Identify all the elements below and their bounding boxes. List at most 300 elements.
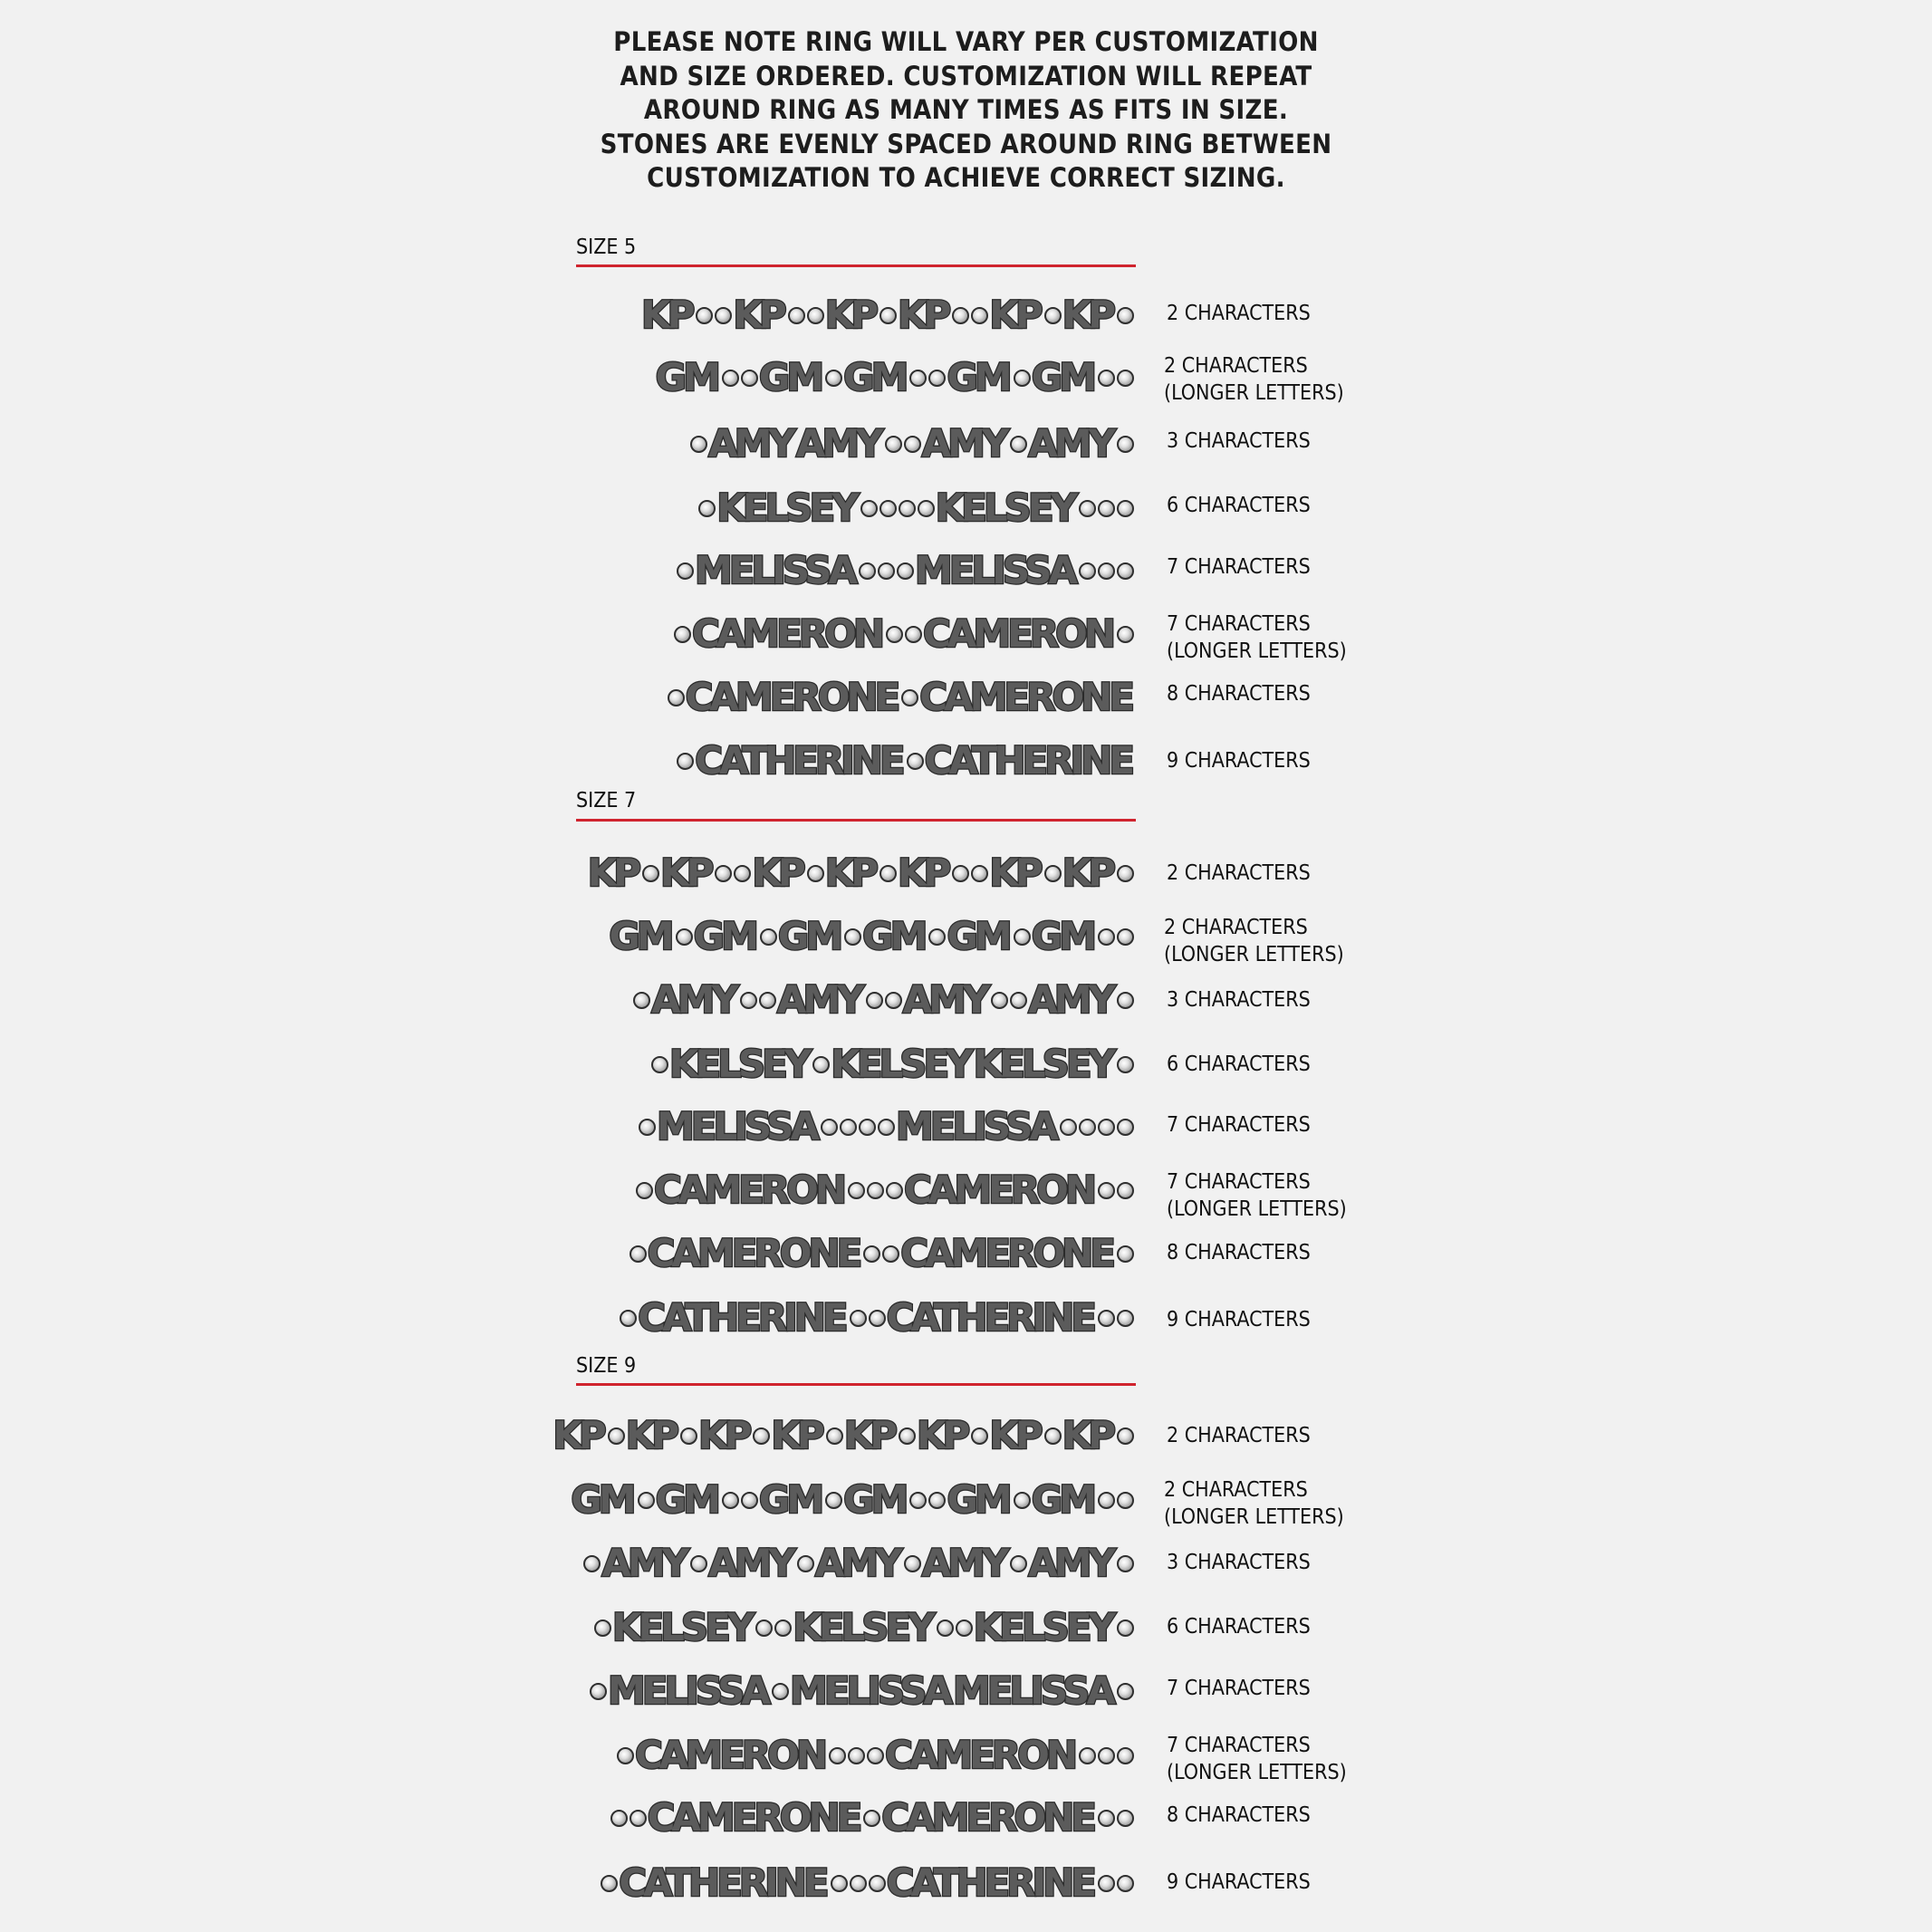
round-stone-icon bbox=[1044, 865, 1062, 882]
ring-row bbox=[0, 914, 1932, 966]
row-label bbox=[1167, 747, 1311, 774]
round-stone-icon bbox=[901, 689, 918, 706]
round-stone-icon bbox=[1098, 1747, 1115, 1764]
row-label bbox=[1167, 1168, 1347, 1223]
round-stone-icon bbox=[1117, 1056, 1134, 1073]
engraved-name: GM bbox=[947, 355, 1009, 399]
round-stone-icon bbox=[741, 1492, 758, 1509]
round-stone-icon bbox=[1014, 928, 1031, 946]
ring-row bbox=[0, 1044, 1932, 1090]
round-stone-icon bbox=[1098, 500, 1115, 517]
character-count: 2 CHARACTERS bbox=[1164, 354, 1308, 378]
ring-preview bbox=[587, 851, 1135, 895]
row-label bbox=[1167, 1306, 1311, 1333]
round-stone-icon bbox=[1098, 370, 1115, 387]
engraved-name: CAMERONE bbox=[900, 1231, 1112, 1275]
round-stone-icon bbox=[753, 1427, 770, 1445]
engraved-name: KP bbox=[1062, 1413, 1112, 1457]
round-stone-icon bbox=[1117, 1182, 1134, 1199]
round-stone-icon bbox=[952, 307, 969, 324]
engraved-name: CAMERONE bbox=[647, 1231, 860, 1275]
round-stone-icon bbox=[1079, 562, 1096, 580]
round-stone-icon bbox=[1098, 1182, 1115, 1199]
engraved-name: GM bbox=[758, 355, 822, 399]
engraved-name: CATHERINE bbox=[695, 738, 902, 783]
round-stone-icon bbox=[878, 1119, 895, 1136]
engraved-name: AMY bbox=[776, 977, 861, 1022]
row-label bbox=[1167, 1422, 1311, 1449]
round-stone-icon bbox=[1010, 992, 1027, 1009]
round-stone-icon bbox=[850, 1875, 867, 1892]
section-divider bbox=[576, 819, 1136, 822]
round-stone-icon bbox=[636, 1182, 653, 1199]
round-stone-icon bbox=[677, 562, 694, 580]
round-stone-icon bbox=[677, 753, 694, 770]
character-count: 7 CHARACTERS bbox=[1167, 612, 1311, 636]
engraved-name: CATHERINE bbox=[924, 738, 1131, 783]
engraved-name: AMY bbox=[1028, 977, 1112, 1022]
row-label bbox=[1167, 610, 1347, 665]
section-divider bbox=[576, 264, 1136, 267]
round-stone-icon bbox=[1117, 626, 1134, 643]
engraved-name: KP bbox=[698, 1413, 749, 1457]
engraved-name: CATHERINE bbox=[619, 1860, 826, 1905]
engraved-name: AMY bbox=[601, 1541, 687, 1585]
ring-preview bbox=[609, 914, 1135, 958]
row-label bbox=[1164, 914, 1344, 968]
ring-preview bbox=[673, 611, 1135, 656]
round-stone-icon bbox=[821, 1119, 838, 1136]
round-stone-icon bbox=[829, 1747, 846, 1764]
round-stone-icon bbox=[885, 992, 902, 1009]
ring-preview bbox=[600, 1860, 1135, 1905]
round-stone-icon bbox=[848, 1747, 865, 1764]
size-heading: SIZE 7 bbox=[576, 789, 637, 812]
engraved-name: AMY bbox=[708, 421, 793, 466]
ring-preview bbox=[635, 1168, 1135, 1212]
round-stone-icon bbox=[879, 307, 897, 324]
round-stone-icon bbox=[971, 307, 988, 324]
round-stone-icon bbox=[696, 307, 713, 324]
round-stone-icon bbox=[674, 626, 691, 643]
round-stone-icon bbox=[859, 562, 876, 580]
round-stone-icon bbox=[1117, 1683, 1134, 1700]
ring-preview bbox=[655, 355, 1135, 399]
round-stone-icon bbox=[772, 1683, 789, 1700]
round-stone-icon bbox=[863, 1810, 880, 1827]
round-stone-icon bbox=[608, 1427, 625, 1445]
round-stone-icon bbox=[937, 1620, 954, 1637]
character-count: 6 CHARACTERS bbox=[1167, 494, 1311, 517]
engraved-name: KP bbox=[1062, 851, 1112, 895]
round-stone-icon bbox=[590, 1683, 607, 1700]
engraved-name: KP bbox=[587, 851, 639, 895]
ring-row bbox=[0, 1477, 1932, 1529]
engraved-name: CATHERINE bbox=[638, 1295, 845, 1340]
round-stone-icon bbox=[904, 1555, 921, 1572]
engraved-name: GM bbox=[777, 914, 841, 958]
sizing-notice bbox=[0, 25, 1932, 196]
ring-preview bbox=[629, 1231, 1135, 1275]
character-count: 7 CHARACTERS bbox=[1167, 1677, 1311, 1700]
engraved-name: KP bbox=[1062, 293, 1112, 337]
round-stone-icon bbox=[715, 307, 732, 324]
round-stone-icon bbox=[1117, 1119, 1134, 1136]
engraved-name: GM bbox=[843, 1477, 906, 1522]
round-stone-icon bbox=[1117, 562, 1134, 580]
ring-row bbox=[0, 675, 1932, 723]
engraved-name: AMY bbox=[902, 977, 987, 1022]
engraved-name: GM bbox=[571, 1477, 633, 1522]
round-stone-icon bbox=[869, 1310, 886, 1327]
letter-note: (LONGER LETTERS) bbox=[1167, 639, 1347, 663]
ring-row bbox=[0, 354, 1932, 405]
character-count: 3 CHARACTERS bbox=[1167, 1551, 1311, 1574]
round-stone-icon bbox=[639, 1119, 656, 1136]
notice-line: CUSTOMIZATION TO ACHIEVE CORRECT SIZING. bbox=[647, 162, 1285, 193]
engraved-name: GM bbox=[1031, 355, 1093, 399]
row-label bbox=[1167, 553, 1311, 581]
ring-row bbox=[0, 1795, 1932, 1843]
letter-note: (LONGER LETTERS) bbox=[1164, 943, 1344, 966]
character-count: 2 CHARACTERS bbox=[1167, 1424, 1311, 1447]
row-label bbox=[1167, 1051, 1311, 1078]
ring-row bbox=[0, 548, 1932, 596]
engraved-name: AMY bbox=[708, 1541, 793, 1585]
ring-preview bbox=[697, 485, 1135, 530]
round-stone-icon bbox=[807, 865, 824, 882]
engraved-name: AMY bbox=[1028, 421, 1112, 466]
round-stone-icon bbox=[651, 1056, 668, 1073]
engraved-name: GM bbox=[843, 355, 906, 399]
round-stone-icon bbox=[952, 865, 969, 882]
round-stone-icon bbox=[885, 436, 902, 453]
engraved-name: AMY bbox=[921, 1541, 1006, 1585]
round-stone-icon bbox=[638, 1492, 655, 1509]
round-stone-icon bbox=[886, 1182, 903, 1199]
round-stone-icon bbox=[991, 992, 1008, 1009]
ring-row bbox=[0, 1668, 1932, 1716]
row-label bbox=[1167, 1732, 1347, 1786]
round-stone-icon bbox=[690, 436, 707, 453]
round-stone-icon bbox=[734, 865, 751, 882]
round-stone-icon bbox=[722, 370, 739, 387]
round-stone-icon bbox=[1098, 1875, 1115, 1892]
character-count: 8 CHARACTERS bbox=[1167, 1241, 1311, 1264]
round-stone-icon bbox=[1014, 370, 1031, 387]
round-stone-icon bbox=[905, 626, 922, 643]
round-stone-icon bbox=[1098, 1810, 1115, 1827]
round-stone-icon bbox=[1117, 500, 1134, 517]
round-stone-icon bbox=[620, 1310, 637, 1327]
round-stone-icon bbox=[642, 865, 659, 882]
engraved-name: AMY bbox=[921, 421, 1006, 466]
engraved-name: MELISSA bbox=[915, 548, 1074, 592]
engraved-name: KELSEY bbox=[668, 1042, 809, 1086]
round-stone-icon bbox=[633, 992, 650, 1009]
engraved-name: KELSEY bbox=[793, 1605, 932, 1649]
engraved-name: CAMERONE bbox=[685, 675, 898, 719]
engraved-name: GM bbox=[1031, 1477, 1093, 1522]
ring-preview bbox=[676, 548, 1135, 592]
round-stone-icon bbox=[680, 1427, 697, 1445]
round-stone-icon bbox=[617, 1747, 634, 1764]
engraved-name: KP bbox=[824, 293, 876, 337]
ring-row bbox=[0, 1231, 1932, 1279]
round-stone-icon bbox=[797, 1555, 814, 1572]
row-label bbox=[1167, 1869, 1311, 1896]
letter-note: (LONGER LETTERS) bbox=[1167, 1197, 1347, 1221]
round-stone-icon bbox=[1117, 436, 1134, 453]
engraved-name: KP bbox=[771, 1413, 822, 1457]
character-count: 2 CHARACTERS bbox=[1164, 1478, 1308, 1502]
round-stone-icon bbox=[1117, 1810, 1134, 1827]
round-stone-icon bbox=[928, 1492, 946, 1509]
engraved-name: KP bbox=[989, 1413, 1040, 1457]
round-stone-icon bbox=[899, 1427, 916, 1445]
engraved-name: KP bbox=[641, 293, 692, 337]
engraved-name: MELISSA bbox=[695, 548, 854, 592]
round-stone-icon bbox=[956, 1620, 973, 1637]
round-stone-icon bbox=[1117, 1310, 1134, 1327]
ring-row bbox=[0, 1543, 1932, 1589]
engraved-name: KELSEY bbox=[831, 1042, 970, 1086]
engraved-name: KP bbox=[752, 851, 803, 895]
round-stone-icon bbox=[867, 1747, 884, 1764]
engraved-name: KP bbox=[625, 1413, 677, 1457]
row-label bbox=[1167, 1111, 1311, 1139]
character-count: 9 CHARACTERS bbox=[1167, 749, 1311, 773]
round-stone-icon bbox=[918, 500, 935, 517]
engraved-name: CAMERON bbox=[884, 1733, 1074, 1777]
round-stone-icon bbox=[1010, 1555, 1027, 1572]
ring-row bbox=[0, 1733, 1932, 1784]
engraved-name: CAMERON bbox=[691, 611, 881, 656]
engraved-name: GM bbox=[947, 914, 1009, 958]
round-stone-icon bbox=[760, 928, 777, 946]
row-label bbox=[1167, 1675, 1311, 1702]
row-label bbox=[1167, 680, 1311, 707]
round-stone-icon bbox=[831, 1875, 848, 1892]
round-stone-icon bbox=[1079, 500, 1096, 517]
round-stone-icon bbox=[690, 1555, 707, 1572]
engraved-name: AMY bbox=[1028, 1541, 1112, 1585]
character-count: 7 CHARACTERS bbox=[1167, 555, 1311, 579]
round-stone-icon bbox=[850, 1310, 867, 1327]
round-stone-icon bbox=[759, 992, 776, 1009]
round-stone-icon bbox=[741, 370, 758, 387]
round-stone-icon bbox=[1117, 1555, 1134, 1572]
ring-preview bbox=[610, 1795, 1135, 1840]
engraved-name: GM bbox=[1031, 914, 1093, 958]
round-stone-icon bbox=[1098, 1492, 1115, 1509]
round-stone-icon bbox=[1117, 1747, 1134, 1764]
round-stone-icon bbox=[1117, 1427, 1134, 1445]
round-stone-icon bbox=[1117, 992, 1134, 1009]
round-stone-icon bbox=[594, 1620, 611, 1637]
round-stone-icon bbox=[909, 370, 927, 387]
section-divider bbox=[576, 1383, 1136, 1386]
character-count: 2 CHARACTERS bbox=[1164, 916, 1308, 939]
round-stone-icon bbox=[844, 928, 861, 946]
round-stone-icon bbox=[676, 928, 693, 946]
character-count: 2 CHARACTERS bbox=[1167, 861, 1311, 885]
round-stone-icon bbox=[807, 307, 824, 324]
round-stone-icon bbox=[882, 1245, 899, 1263]
ring-row bbox=[0, 853, 1932, 899]
character-count: 6 CHARACTERS bbox=[1167, 1053, 1311, 1076]
round-stone-icon bbox=[788, 307, 805, 324]
row-label bbox=[1167, 986, 1311, 1014]
round-stone-icon bbox=[1117, 1245, 1134, 1263]
row-label bbox=[1167, 428, 1311, 455]
ring-row bbox=[0, 738, 1932, 786]
round-stone-icon bbox=[869, 1875, 886, 1892]
engraved-name: KP bbox=[917, 1413, 967, 1457]
character-count: 8 CHARACTERS bbox=[1167, 1803, 1311, 1827]
round-stone-icon bbox=[740, 992, 757, 1009]
round-stone-icon bbox=[1117, 1875, 1134, 1892]
round-stone-icon bbox=[715, 865, 732, 882]
engraved-name: GM bbox=[758, 1477, 822, 1522]
round-stone-icon bbox=[1044, 307, 1062, 324]
engraved-name: MELISSA bbox=[790, 1668, 949, 1713]
ring-row bbox=[0, 1168, 1932, 1221]
row-label bbox=[1167, 1549, 1311, 1576]
engraved-name: AMY bbox=[795, 421, 880, 466]
engraved-name: MELISSA bbox=[657, 1104, 816, 1149]
engraved-name: CAMERONE bbox=[647, 1795, 860, 1840]
engraved-name: GM bbox=[947, 1477, 1009, 1522]
ring-preview bbox=[571, 1477, 1135, 1522]
engraved-name: KELSEY bbox=[973, 1042, 1112, 1086]
engraved-name: CAMERON bbox=[653, 1168, 843, 1212]
round-stone-icon bbox=[971, 1427, 988, 1445]
engraved-name: AMY bbox=[814, 1541, 899, 1585]
ring-row bbox=[0, 421, 1932, 469]
ring-row bbox=[0, 977, 1932, 1025]
notice-line: STONES ARE EVENLY SPACED AROUND RING BETWEEN bbox=[600, 128, 1332, 159]
round-stone-icon bbox=[867, 1182, 884, 1199]
character-count: 2 CHARACTERS bbox=[1167, 302, 1311, 325]
round-stone-icon bbox=[825, 370, 842, 387]
round-stone-icon bbox=[907, 753, 924, 770]
ring-preview bbox=[667, 675, 1135, 719]
round-stone-icon bbox=[859, 1119, 876, 1136]
engraved-name: CAMERON bbox=[922, 611, 1112, 656]
ring-row bbox=[0, 295, 1932, 341]
character-count: 7 CHARACTERS bbox=[1167, 1170, 1311, 1194]
notice-line: AND SIZE ORDERED. CUSTOMIZATION WILL REPEAT bbox=[620, 60, 1312, 91]
round-stone-icon bbox=[1117, 1492, 1134, 1509]
letter-note: (LONGER LETTERS) bbox=[1164, 381, 1344, 405]
ring-preview bbox=[650, 1042, 1135, 1086]
ring-row bbox=[0, 485, 1932, 533]
round-stone-icon bbox=[971, 865, 988, 882]
round-stone-icon bbox=[1098, 928, 1115, 946]
engraved-name: KP bbox=[898, 293, 948, 337]
round-stone-icon bbox=[1117, 307, 1134, 324]
engraved-name: KP bbox=[660, 851, 711, 895]
ring-preview bbox=[593, 1605, 1135, 1649]
ring-preview bbox=[641, 293, 1135, 337]
engraved-name: KP bbox=[824, 851, 876, 895]
engraved-name: KP bbox=[989, 293, 1040, 337]
engraved-name: KP bbox=[553, 1413, 603, 1457]
round-stone-icon bbox=[826, 1427, 843, 1445]
round-stone-icon bbox=[774, 1620, 792, 1637]
round-stone-icon bbox=[1060, 1119, 1077, 1136]
round-stone-icon bbox=[1079, 1119, 1096, 1136]
round-stone-icon bbox=[1098, 1119, 1115, 1136]
character-count: 9 CHARACTERS bbox=[1167, 1308, 1311, 1331]
engraved-name: MELISSA bbox=[896, 1104, 1055, 1149]
letter-note: (LONGER LETTERS) bbox=[1164, 1505, 1344, 1529]
engraved-name: GM bbox=[655, 1477, 717, 1522]
round-stone-icon bbox=[886, 626, 903, 643]
engraved-name: GM bbox=[655, 355, 717, 399]
round-stone-icon bbox=[1117, 865, 1134, 882]
round-stone-icon bbox=[1079, 1747, 1096, 1764]
round-stone-icon bbox=[1098, 1310, 1115, 1327]
round-stone-icon bbox=[722, 1492, 739, 1509]
engraved-name: KELSEY bbox=[611, 1605, 752, 1649]
letter-note: (LONGER LETTERS) bbox=[1167, 1761, 1347, 1784]
round-stone-icon bbox=[825, 1492, 842, 1509]
size-heading: SIZE 9 bbox=[576, 1354, 637, 1378]
character-count: 6 CHARACTERS bbox=[1167, 1615, 1311, 1639]
row-label bbox=[1167, 492, 1311, 519]
round-stone-icon bbox=[879, 500, 897, 517]
engraved-name: KP bbox=[898, 851, 948, 895]
engraved-name: GM bbox=[609, 914, 671, 958]
round-stone-icon bbox=[1010, 436, 1027, 453]
character-count: 3 CHARACTERS bbox=[1167, 988, 1311, 1012]
ring-row bbox=[0, 611, 1932, 663]
engraved-name: MELISSA bbox=[953, 1668, 1112, 1713]
engraved-name: GM bbox=[693, 914, 755, 958]
ring-preview bbox=[638, 1104, 1135, 1149]
character-count: 8 CHARACTERS bbox=[1167, 682, 1311, 706]
round-stone-icon bbox=[879, 865, 897, 882]
character-count: 7 CHARACTERS bbox=[1167, 1113, 1311, 1137]
round-stone-icon bbox=[863, 1245, 880, 1263]
engraved-name: GM bbox=[862, 914, 925, 958]
ring-row bbox=[0, 1295, 1932, 1343]
engraved-name: CAMERON bbox=[903, 1168, 1093, 1212]
ring-row bbox=[0, 1860, 1932, 1908]
row-label bbox=[1167, 300, 1311, 327]
row-label bbox=[1167, 1613, 1311, 1640]
round-stone-icon bbox=[1117, 1620, 1134, 1637]
ring-preview bbox=[616, 1733, 1135, 1777]
engraved-name: CATHERINE bbox=[886, 1295, 1093, 1340]
round-stone-icon bbox=[812, 1056, 830, 1073]
ring-row bbox=[0, 1413, 1932, 1461]
ring-preview bbox=[582, 1541, 1135, 1585]
notice-line: PLEASE NOTE RING WILL VARY PER CUSTOMIZATION bbox=[613, 26, 1319, 57]
round-stone-icon bbox=[928, 370, 946, 387]
engraved-name: KELSEY bbox=[935, 485, 1074, 530]
round-stone-icon bbox=[610, 1810, 628, 1827]
engraved-name: KELSEY bbox=[716, 485, 856, 530]
round-stone-icon bbox=[1117, 928, 1134, 946]
character-count: 7 CHARACTERS bbox=[1167, 1734, 1311, 1757]
engraved-name: KP bbox=[733, 293, 783, 337]
round-stone-icon bbox=[928, 928, 946, 946]
round-stone-icon bbox=[1044, 1427, 1062, 1445]
engraved-name: CATHERINE bbox=[886, 1860, 1093, 1905]
